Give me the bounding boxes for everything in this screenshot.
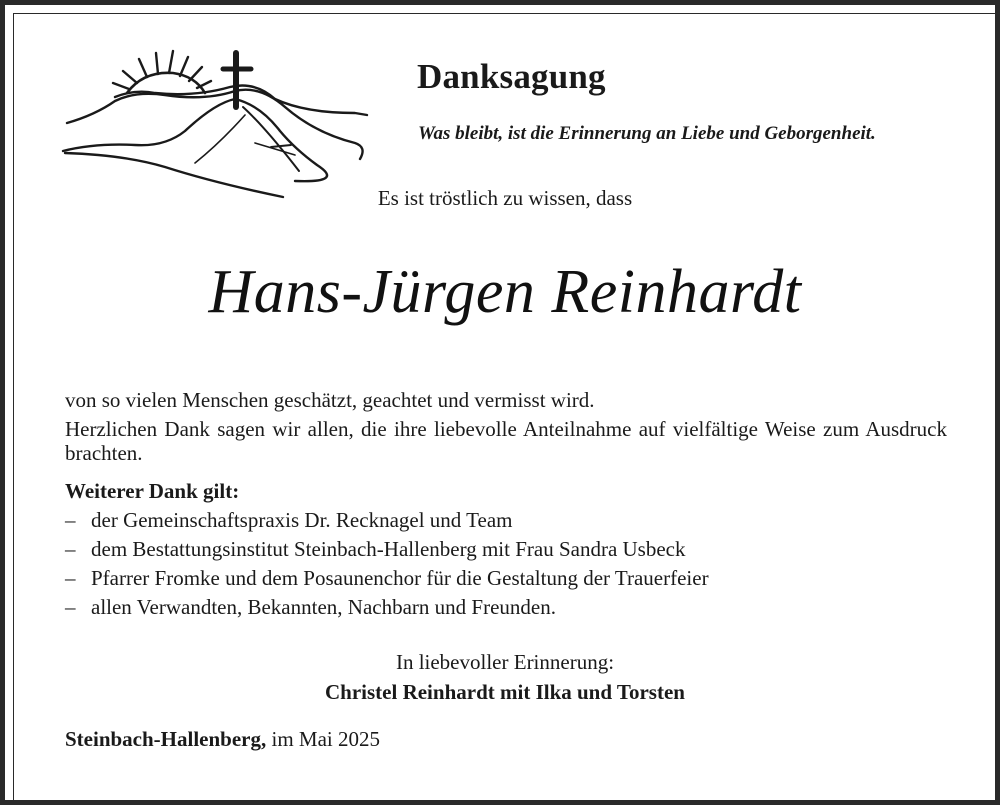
dash-bullet: –	[65, 537, 76, 561]
paragraph-thanks: Herzlichen Dank sagen wir allen, die ihre liebevolle Anteilnahme auf vielfältige Weise zum Ausdruck brachten.	[65, 417, 947, 465]
intro-line: Es ist tröstlich zu wissen, dass	[377, 186, 633, 210]
list-item-text: dem Bestattungsinstitut Steinbach-Hallenberg mit Frau Sandra Usbeck	[91, 537, 686, 561]
place-date-line	[65, 727, 380, 752]
list-item	[65, 506, 709, 535]
dash-bullet: –	[65, 566, 76, 590]
place-name: Steinbach-Hallenberg,	[65, 727, 267, 751]
family-signature: Christel Reinhardt mit Ilka und Torsten	[325, 680, 685, 704]
notice-heading: Danksagung	[417, 57, 606, 96]
list-item	[65, 564, 709, 593]
thanks-list	[65, 506, 709, 622]
dash-bullet: –	[65, 595, 76, 619]
deceased-name: Hans-Jürgen Reinhardt	[208, 258, 802, 326]
list-item-text: allen Verwandten, Bekannten, Nachbarn und Freunden.	[91, 595, 556, 619]
dash-bullet: –	[65, 508, 76, 532]
list-item-text: Pfarrer Fromke und dem Posaunenchor für die Gestaltung der Trauerfeier	[91, 566, 709, 590]
sunrise-hills-cross-icon	[55, 43, 375, 208]
notice-motto: Was bleibt, ist die Erinnerung an Liebe und Geborgenheit.	[418, 123, 876, 144]
list-item	[65, 593, 709, 622]
list-item	[65, 535, 709, 564]
date-text: im Mai 2025	[271, 727, 381, 751]
list-item-text: der Gemeinschaftspraxis Dr. Recknagel und Team	[91, 508, 513, 532]
further-thanks-heading: Weiterer Dank gilt:	[65, 479, 240, 503]
paragraph-esteemed: von so vielen Menschen geschätzt, geachtet und vermisst wird.	[65, 388, 595, 412]
closing-line: In liebevoller Erinnerung:	[395, 650, 615, 674]
